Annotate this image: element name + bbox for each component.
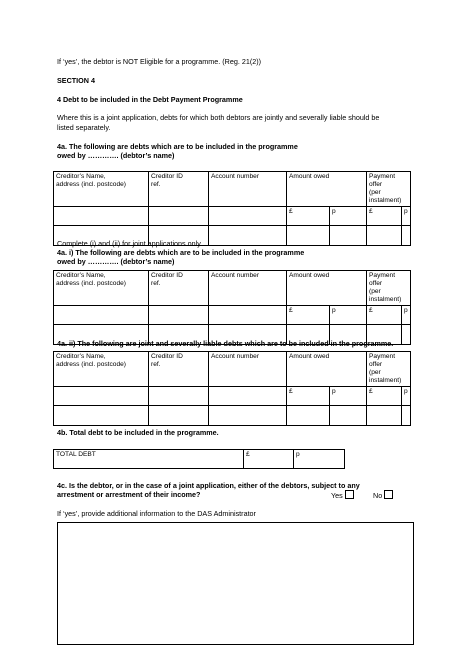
payment-pence-cell[interactable]: p xyxy=(402,207,411,226)
debts-table-4a xyxy=(53,171,411,246)
account-number-cell[interactable] xyxy=(209,387,287,406)
question-4c-line-2: arrestment or arrestment of their income? xyxy=(57,490,201,499)
payment-pounds-cell[interactable]: £ xyxy=(367,207,402,226)
amount-pounds-cell[interactable] xyxy=(287,406,330,426)
question-4ai-line-1: 4a. i) The following are debts which are to be included in the programme xyxy=(57,248,305,257)
amount-pence-cell[interactable]: p xyxy=(330,387,367,406)
eligibility-note: If ‘yes’, the debtor is NOT Eligible for a programme. (Reg. 21(2)) xyxy=(57,57,261,66)
payment-pounds-cell[interactable] xyxy=(367,406,402,426)
creditor-id-cell[interactable] xyxy=(149,387,209,406)
payment-pence-cell[interactable] xyxy=(402,226,411,246)
debts-table-4ai xyxy=(53,270,411,345)
amount-pence-cell[interactable]: p xyxy=(330,207,367,226)
creditor-id-cell[interactable] xyxy=(149,207,209,226)
payment-pence-cell[interactable]: p xyxy=(402,387,411,406)
question-4c-line-1: 4c. Is the debtor, or in the case of a joint application, either of the debtors, subject to any xyxy=(57,481,360,490)
payment-pounds-cell[interactable]: £ xyxy=(367,387,402,406)
amount-pence-cell[interactable] xyxy=(330,406,367,426)
amount-pence-cell[interactable]: p xyxy=(330,306,367,325)
account-number-header: Account number xyxy=(209,352,287,387)
amount-pounds-cell[interactable]: £ xyxy=(287,306,330,325)
account-number-cell[interactable] xyxy=(209,226,287,246)
yes-label: Yes xyxy=(331,491,343,500)
total-pounds-cell[interactable]: £ xyxy=(244,450,294,469)
amount-owed-header: Amount owed xyxy=(287,172,367,207)
account-number-cell[interactable] xyxy=(209,207,287,226)
creditor-id-cell[interactable] xyxy=(149,406,209,426)
additional-info-label: If ‘yes’, provide additional information to the DAS Administrator xyxy=(57,509,256,518)
account-number-header: Account number xyxy=(209,172,287,207)
description-line-1: Where this is a joint application, debts for which both debtors are jointly and severally liable should be xyxy=(57,113,380,122)
amount-owed-header: Amount owed xyxy=(287,352,367,387)
question-4a-line-2: owed by …………. (debtor’s name) xyxy=(57,151,175,160)
creditor-header: Creditor’s Name, address (incl. postcode) xyxy=(54,271,149,306)
creditor-id-header: Creditor ID ref. xyxy=(149,172,209,207)
description-line-2: listed separately. xyxy=(57,123,111,132)
account-number-header: Account number xyxy=(209,271,287,306)
creditor-id-header: Creditor ID ref. xyxy=(149,271,209,306)
joint-note: Complete (i) and (ii) for joint applications only. xyxy=(57,239,203,248)
account-number-cell[interactable] xyxy=(209,306,287,325)
amount-pounds-cell[interactable]: £ xyxy=(287,387,330,406)
yes-checkbox[interactable] xyxy=(345,490,354,499)
creditor-id-header: Creditor ID ref. xyxy=(149,352,209,387)
creditor-cell[interactable] xyxy=(54,406,149,426)
amount-pence-cell[interactable] xyxy=(330,226,367,246)
question-4ai-line-2: owed by …………. (debtor’s name) xyxy=(57,257,175,266)
creditor-cell[interactable] xyxy=(54,306,149,325)
total-debt-table xyxy=(53,449,345,469)
account-number-cell[interactable] xyxy=(209,406,287,426)
yes-option[interactable] xyxy=(331,490,354,500)
question-4a-line-1: 4a. The following are debts which are to be included in the programme xyxy=(57,142,298,151)
payment-offer-header: Payment offer (per instalment) xyxy=(367,271,411,306)
no-option[interactable] xyxy=(373,490,393,500)
creditor-cell[interactable] xyxy=(54,207,149,226)
amount-pounds-cell[interactable]: £ xyxy=(287,207,330,226)
additional-info-textbox[interactable] xyxy=(57,522,414,645)
creditor-header: Creditor’s Name, address (incl. postcode) xyxy=(54,172,149,207)
amount-pounds-cell[interactable] xyxy=(287,226,330,246)
payment-pence-cell[interactable]: p xyxy=(402,306,411,325)
section-heading: 4 Debt to be included in the Debt Payment Programme xyxy=(57,95,243,104)
payment-offer-header: Payment offer (per instalment) xyxy=(367,352,411,387)
creditor-header: Creditor’s Name, address (incl. postcode) xyxy=(54,352,149,387)
question-4aii: 4a. ii) The following are joint and severally liable debts which are to be included in the programme. xyxy=(57,339,394,348)
payment-pounds-cell[interactable] xyxy=(367,226,402,246)
question-4b: 4b. Total debt to be included in the programme. xyxy=(57,428,219,437)
creditor-id-cell[interactable] xyxy=(149,306,209,325)
creditor-cell[interactable] xyxy=(54,387,149,406)
payment-pence-cell[interactable] xyxy=(402,325,411,345)
payment-pounds-cell[interactable]: £ xyxy=(367,306,402,325)
total-debt-label: TOTAL DEBT xyxy=(54,450,244,469)
amount-owed-header: Amount owed xyxy=(287,271,367,306)
payment-offer-header: Payment offer (per instalment) xyxy=(367,172,411,207)
no-label: No xyxy=(373,491,383,500)
no-checkbox[interactable] xyxy=(384,490,393,499)
total-pence-cell[interactable]: p xyxy=(294,450,345,469)
debts-table-4aii xyxy=(53,351,411,426)
section-title: SECTION 4 xyxy=(57,76,95,85)
payment-pence-cell[interactable] xyxy=(402,406,411,426)
